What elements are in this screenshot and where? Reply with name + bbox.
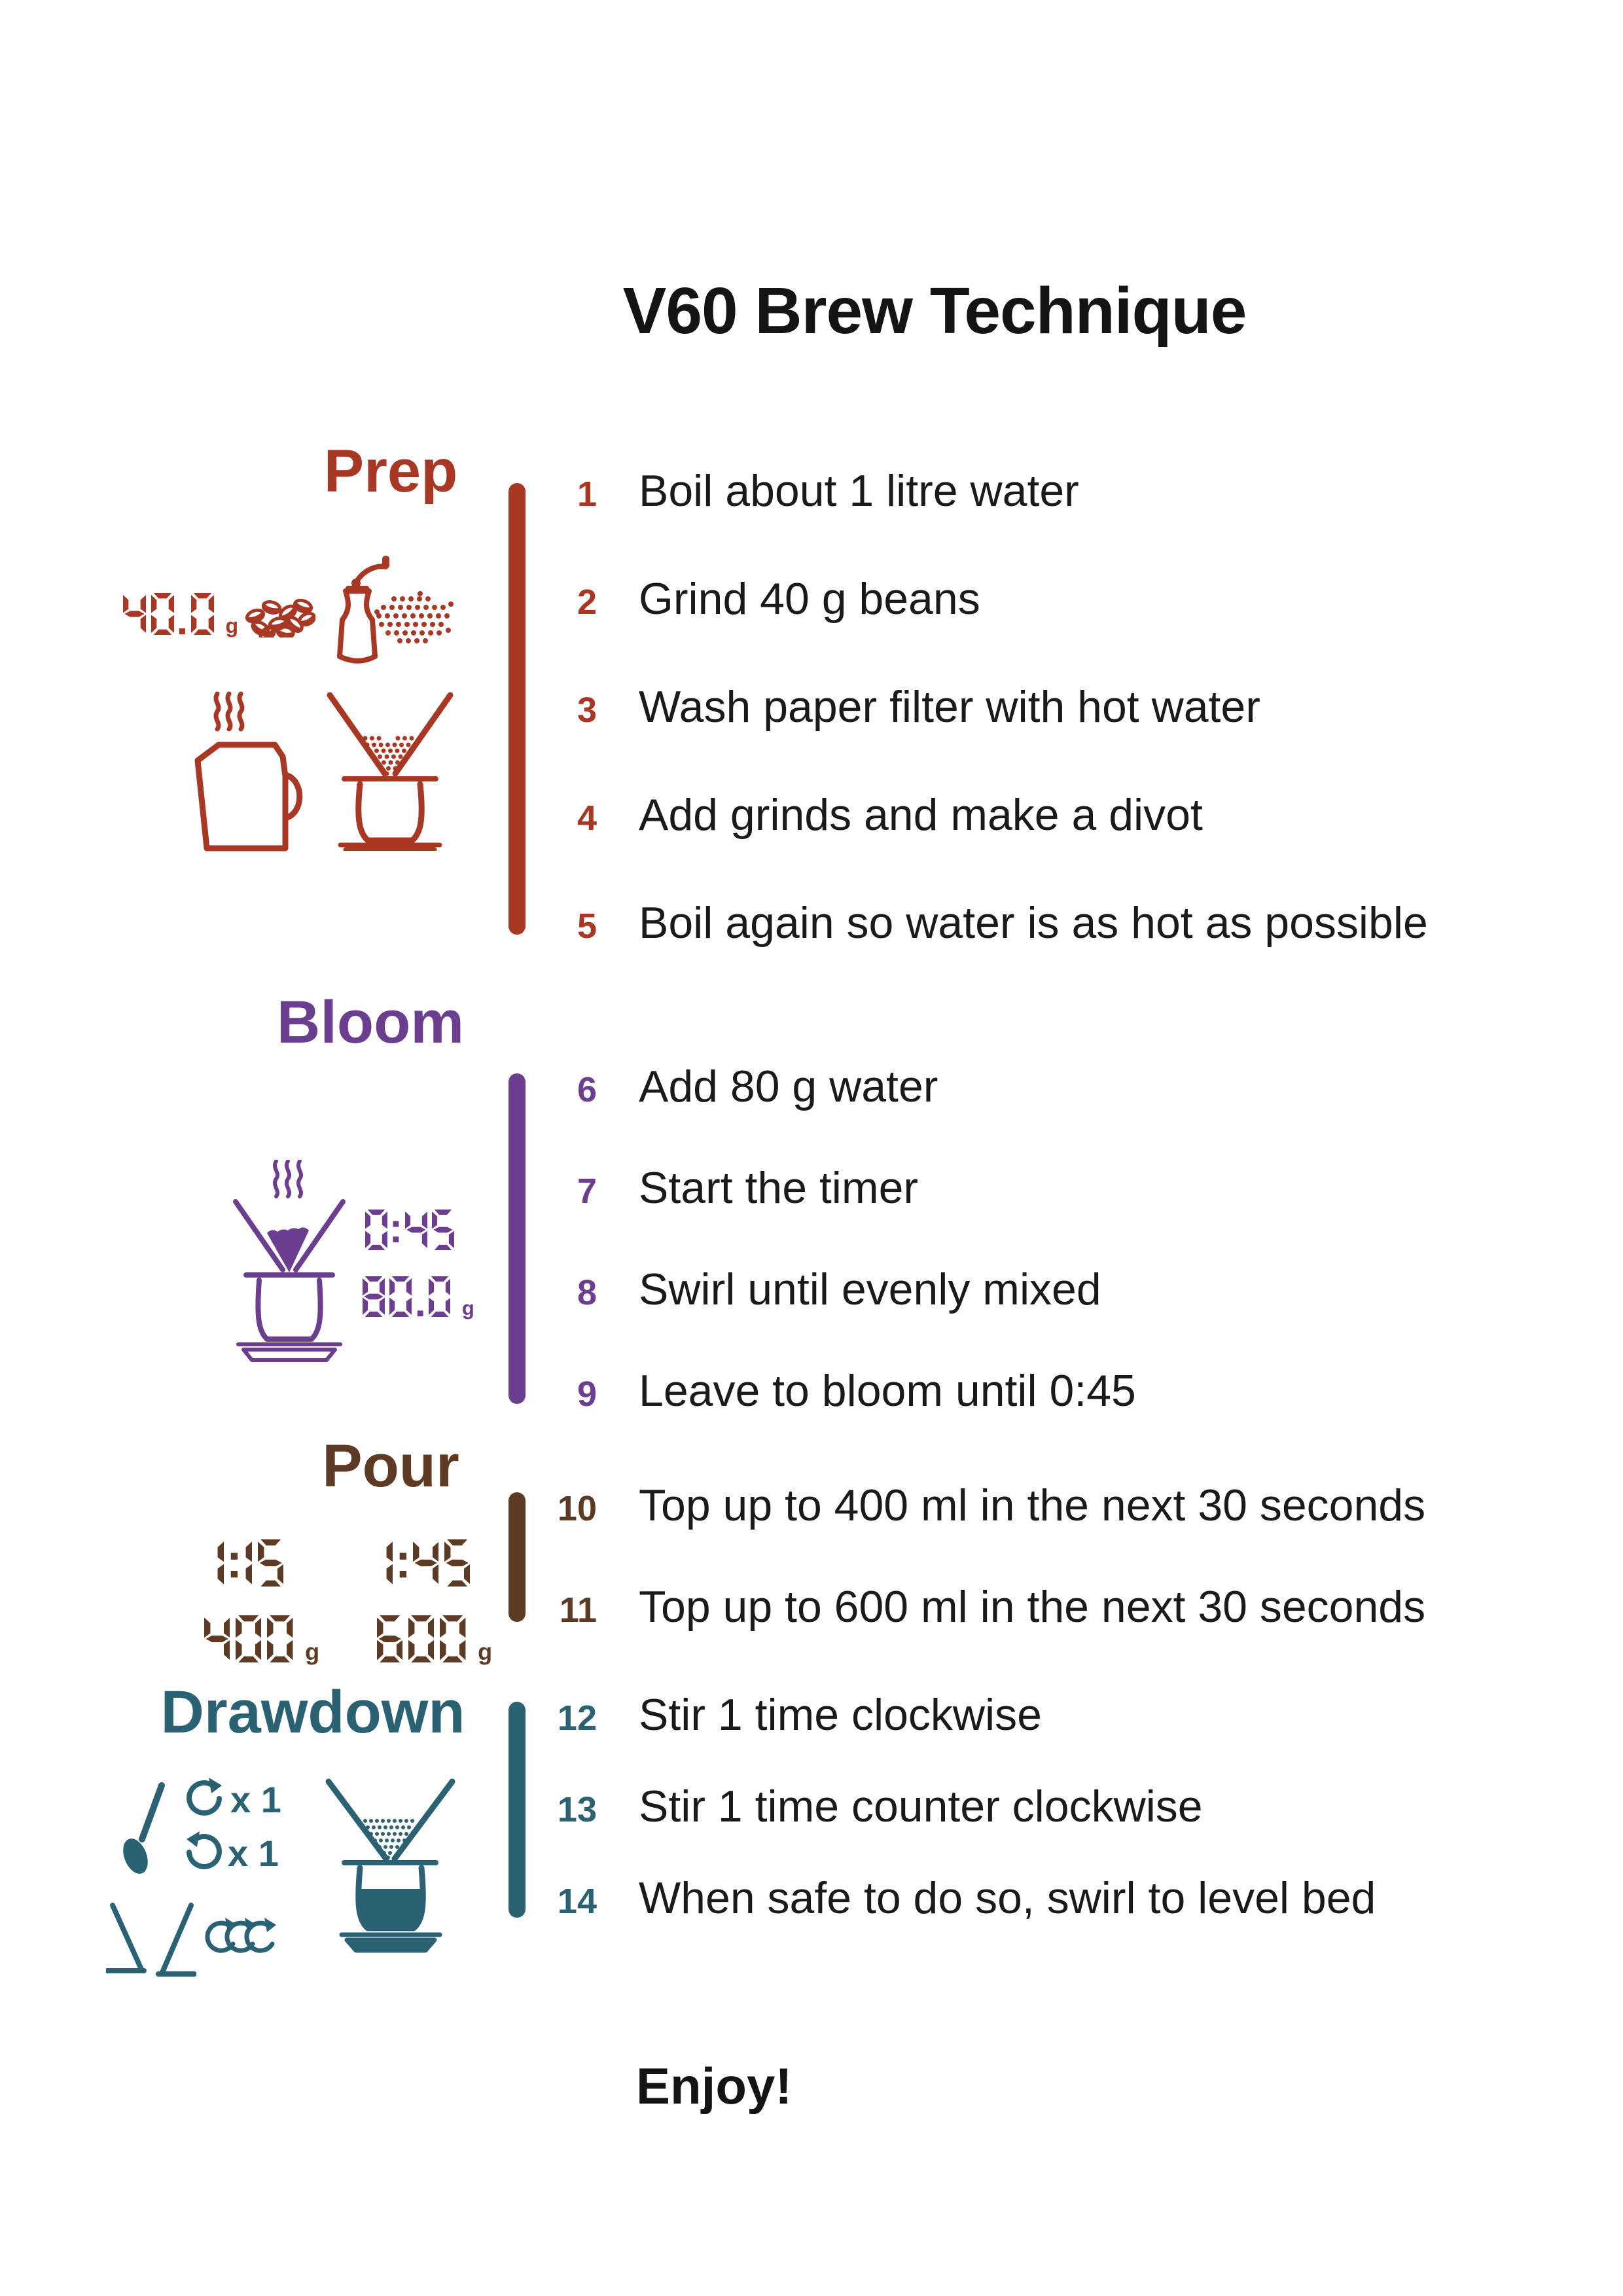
step-number: 2 [577, 583, 597, 622]
step-row [537, 1679, 1597, 1754]
step-text: Leave to bloom until 0:45 [639, 1366, 1136, 1416]
step-row [537, 563, 1597, 638]
step-row [537, 1770, 1597, 1846]
swirl-arrows-icon [204, 1916, 284, 1966]
bloom-section-bar [508, 1073, 526, 1404]
step-number: 9 [577, 1374, 597, 1414]
drawdown-section-bar [508, 1702, 526, 1918]
page-title: V60 Brew Technique [622, 274, 1247, 348]
step-number: 1 [577, 475, 597, 514]
step-number: 8 [577, 1273, 597, 1312]
v60-dripper-grounds-icon [326, 686, 454, 851]
step-number: 10 [557, 1489, 597, 1528]
step-text: Grind 40 g beans [639, 574, 980, 624]
scale-display-icon [377, 1615, 493, 1665]
v60-swirl-icon [106, 1902, 196, 1979]
step-row [537, 887, 1597, 962]
step-row [537, 671, 1597, 746]
coffee-beans-icon [242, 580, 315, 637]
step-row [537, 455, 1597, 530]
scale-display-icon [204, 1615, 320, 1665]
step-text: Boil again so water is as hot as possible [639, 898, 1428, 948]
step-number: 14 [557, 1882, 597, 1921]
step-text: Swirl until evenly mixed [639, 1265, 1101, 1314]
step-text: Stir 1 time clockwise [639, 1690, 1042, 1740]
v60-dripper-brewed-icon [323, 1778, 457, 1967]
step-text: Boil about 1 litre water [639, 466, 1079, 516]
scale-display-icon [123, 593, 238, 635]
step-row [537, 1571, 1597, 1646]
step-text: Wash paper filter with hot water [639, 682, 1260, 732]
spoon-icon [120, 1782, 169, 1878]
step-row [537, 1862, 1597, 1937]
step-text: Top up to 600 ml in the next 30 seconds [639, 1582, 1426, 1632]
step-text: Add grinds and make a divot [639, 790, 1203, 840]
closing-text: Enjoy! [636, 2057, 793, 2115]
prep-section-bar [508, 483, 526, 935]
step-row [537, 1355, 1597, 1430]
step-number: 11 [559, 1590, 597, 1630]
step-number: 4 [577, 798, 597, 838]
step-text: Add 80 g water [639, 1062, 938, 1111]
section-heading-prep: Prep [323, 438, 458, 505]
scale-display-icon [363, 1276, 474, 1317]
step-text: Stir 1 time counter clockwise [639, 1782, 1203, 1831]
display-unit-label: g [478, 1638, 493, 1665]
step-row [537, 779, 1597, 854]
step-row [537, 1469, 1597, 1545]
section-heading-bloom: Bloom [276, 989, 465, 1056]
v60-dripper-steam-icon [233, 1160, 346, 1364]
step-number: 13 [557, 1790, 597, 1829]
display-unit-label: g [305, 1638, 320, 1665]
timer-display-icon [365, 1210, 454, 1250]
section-heading-drawdown: Drawdown [160, 1679, 465, 1746]
step-number: 12 [557, 1698, 597, 1738]
kettle-steam-icon [188, 691, 305, 856]
timer-display-icon [216, 1539, 283, 1587]
step-row [537, 1152, 1597, 1227]
step-text: When safe to do so, swirl to level bed [639, 1873, 1376, 1923]
step-number: 3 [577, 691, 597, 730]
step-number: 7 [577, 1172, 597, 1211]
pour-section-bar [508, 1492, 526, 1622]
step-text: Start the timer [639, 1163, 919, 1213]
step-text: Top up to 400 ml in the next 30 seconds [639, 1480, 1426, 1530]
display-unit-label: g [461, 1297, 474, 1319]
step-row [537, 1050, 1597, 1126]
clockwise-arrow-icon [184, 1778, 224, 1821]
display-unit-label: g [225, 614, 239, 637]
ground-coffee-icon [374, 591, 455, 647]
stir-count-label: x 1 [228, 1833, 279, 1874]
timer-display-icon [385, 1539, 470, 1587]
counterclockwise-arrow-icon [184, 1831, 224, 1874]
step-number: 5 [577, 906, 597, 946]
section-heading-pour: Pour [322, 1433, 459, 1499]
step-row [537, 1253, 1597, 1329]
step-number: 6 [577, 1070, 597, 1109]
stir-count-label: x 1 [230, 1779, 281, 1820]
